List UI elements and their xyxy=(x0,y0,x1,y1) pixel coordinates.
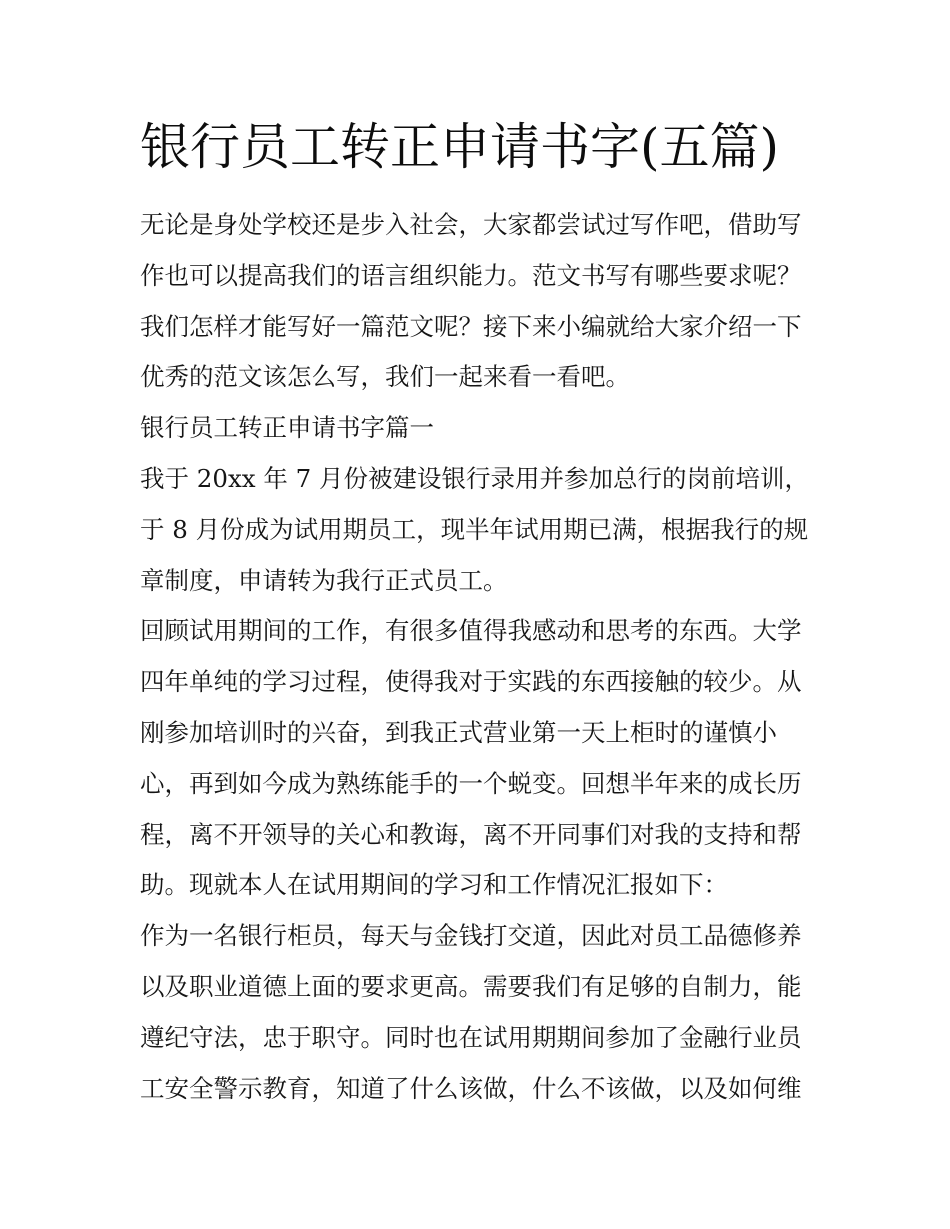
text-line: 回顾试用期间的工作，有很多值得我感动和思考的东西。大学 xyxy=(140,616,802,646)
text-line: 作为一名银行柜员，每天与金钱打交道，因此对员工品德修养 xyxy=(140,921,802,951)
text-line: 于 8 月份成为试用期员工，现半年试用期已满，根据我行的规 xyxy=(140,514,809,544)
text-line: 无论是身处学校还是步入社会，大家都尝试过写作吧，借助写 xyxy=(140,210,802,239)
text-line: 程，离不开领导的关心和教诲，离不开同事们对我的支持和帮 xyxy=(140,819,802,849)
text-line: 银行员工转正申请书字篇一 xyxy=(140,413,434,443)
text-line: 四年单纯的学习过程，使得我对于实践的东西接触的较少。从 xyxy=(140,667,802,697)
text-line: 心，再到如今成为熟练能手的一个蜕变。回想半年来的成长历 xyxy=(140,768,802,798)
text-line: 我们怎样才能写好一篇范文呢？接下来小编就给大家介绍一下 xyxy=(140,311,802,341)
text-line: 优秀的范文该怎么写，我们一起来看一看吧。 xyxy=(140,362,630,392)
paragraph-intro xyxy=(140,200,820,403)
text-line: 章制度，申请转为我行正式员工。 xyxy=(140,565,508,595)
text-line: 工安全警示教育，知道了什么该做，什么不该做，以及如何维 xyxy=(140,1073,802,1103)
text-line: 刚参加培训时的兴奋，到我正式营业第一天上柜时的谨慎小 xyxy=(140,717,777,747)
text-line: 遵纪守法，忠于职守。同时也在试用期期间参加了金融行业员 xyxy=(140,1022,802,1052)
text-line: 助。现就本人在试用期间的学习和工作情况汇报如下： xyxy=(140,870,728,900)
text-line: 作也可以提高我们的语言组织能力。范文书写有哪些要求呢？ xyxy=(140,260,802,290)
paragraph-review xyxy=(140,606,820,911)
document-body xyxy=(140,112,820,1114)
text-line: 我于 20xx 年 7 月份被建设银行录用并参加总行的岗前培训， xyxy=(140,463,810,493)
paragraph-ethics xyxy=(140,911,820,1114)
document-title: 银行员工转正申请书字(五篇) xyxy=(140,118,780,176)
text-line: 以及职业道德上面的要求更高。需要我们有足够的自制力，能 xyxy=(140,971,802,1001)
paragraph-application xyxy=(140,454,820,606)
section-heading xyxy=(140,403,820,454)
